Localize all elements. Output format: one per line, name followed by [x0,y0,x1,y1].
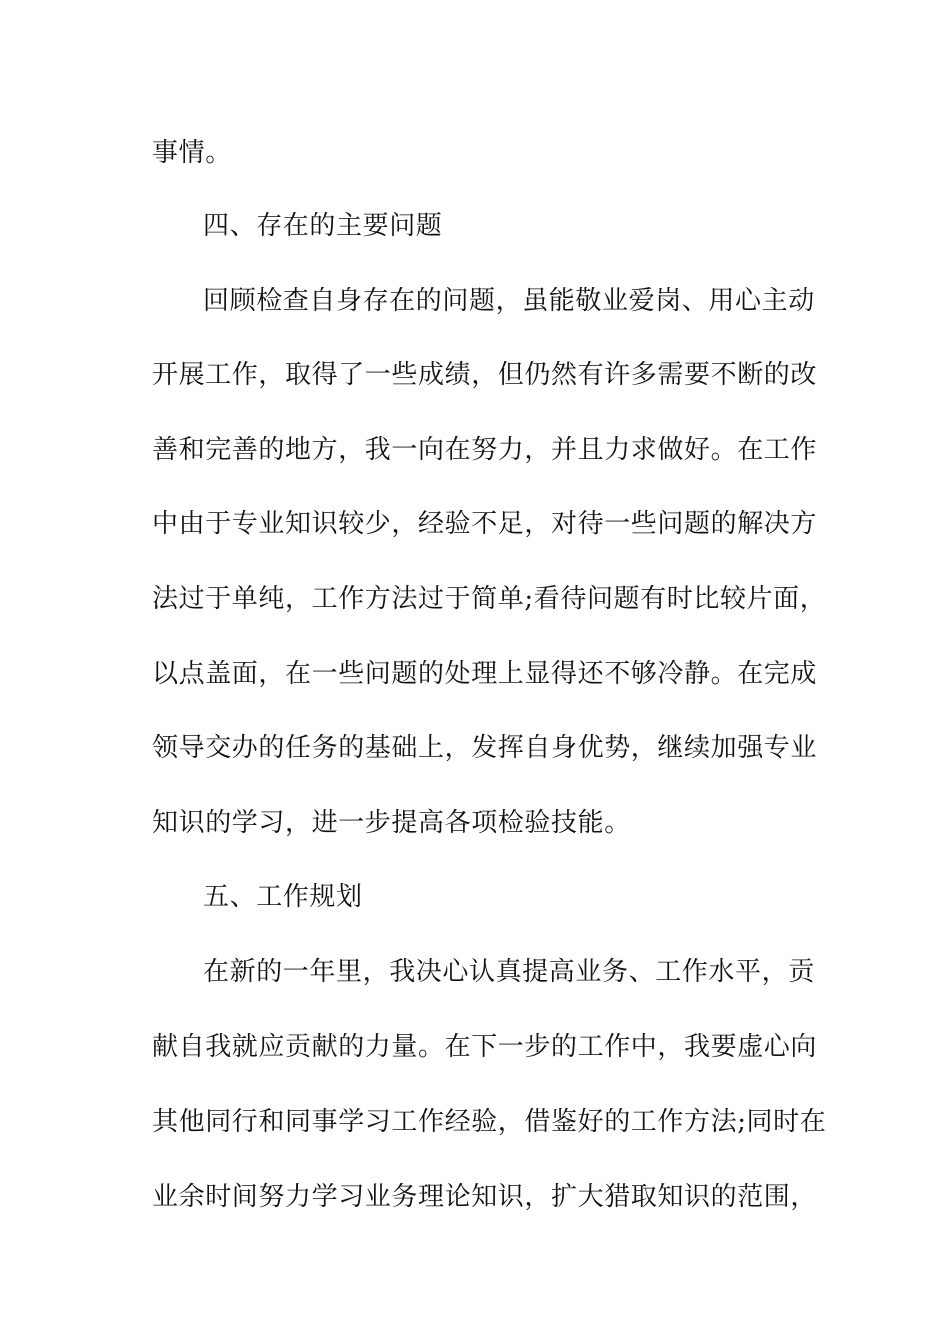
text-line: 法过于单纯，工作方法过于简单;看待问题有时比较片面， [152,584,827,614]
text-line: 领导交办的任务的基础上，发挥自身优势，继续加强专业 [152,733,818,763]
section-heading-plan: 五、工作规划 [203,882,363,912]
text-line: 以点盖面，在一些问题的处理上显得还不够冷静。在完成 [152,659,818,689]
text-line: 业余时间努力学习业务理论知识，扩大猎取知识的范围， [152,1182,818,1212]
text-line: 在新的一年里，我决心认真提高业务、工作水平，贡 [203,957,815,987]
text-line: 献自我就应贡献的力量。在下一步的工作中，我要虚心向 [152,1032,818,1062]
text-line: 知识的学习，进一步提高各项检验技能。 [152,808,631,838]
text-line: 事情。 [152,138,232,168]
text-line: 回顾检查自身存在的问题，虽能敬业爱岗、用心主动 [203,286,815,316]
text-line: 其他同行和同事学习工作经验，借鉴好的工作方法;同时在 [152,1107,827,1137]
section-heading-problems: 四、存在的主要问题 [203,211,443,241]
text-line: 开展工作，取得了一些成绩，但仍然有许多需要不断的改 [152,360,818,390]
text-line: 中由于专业知识较少，经验不足，对待一些问题的解决方 [152,509,818,539]
text-line: 善和完善的地方，我一向在努力，并且力求做好。在工作 [152,435,818,465]
